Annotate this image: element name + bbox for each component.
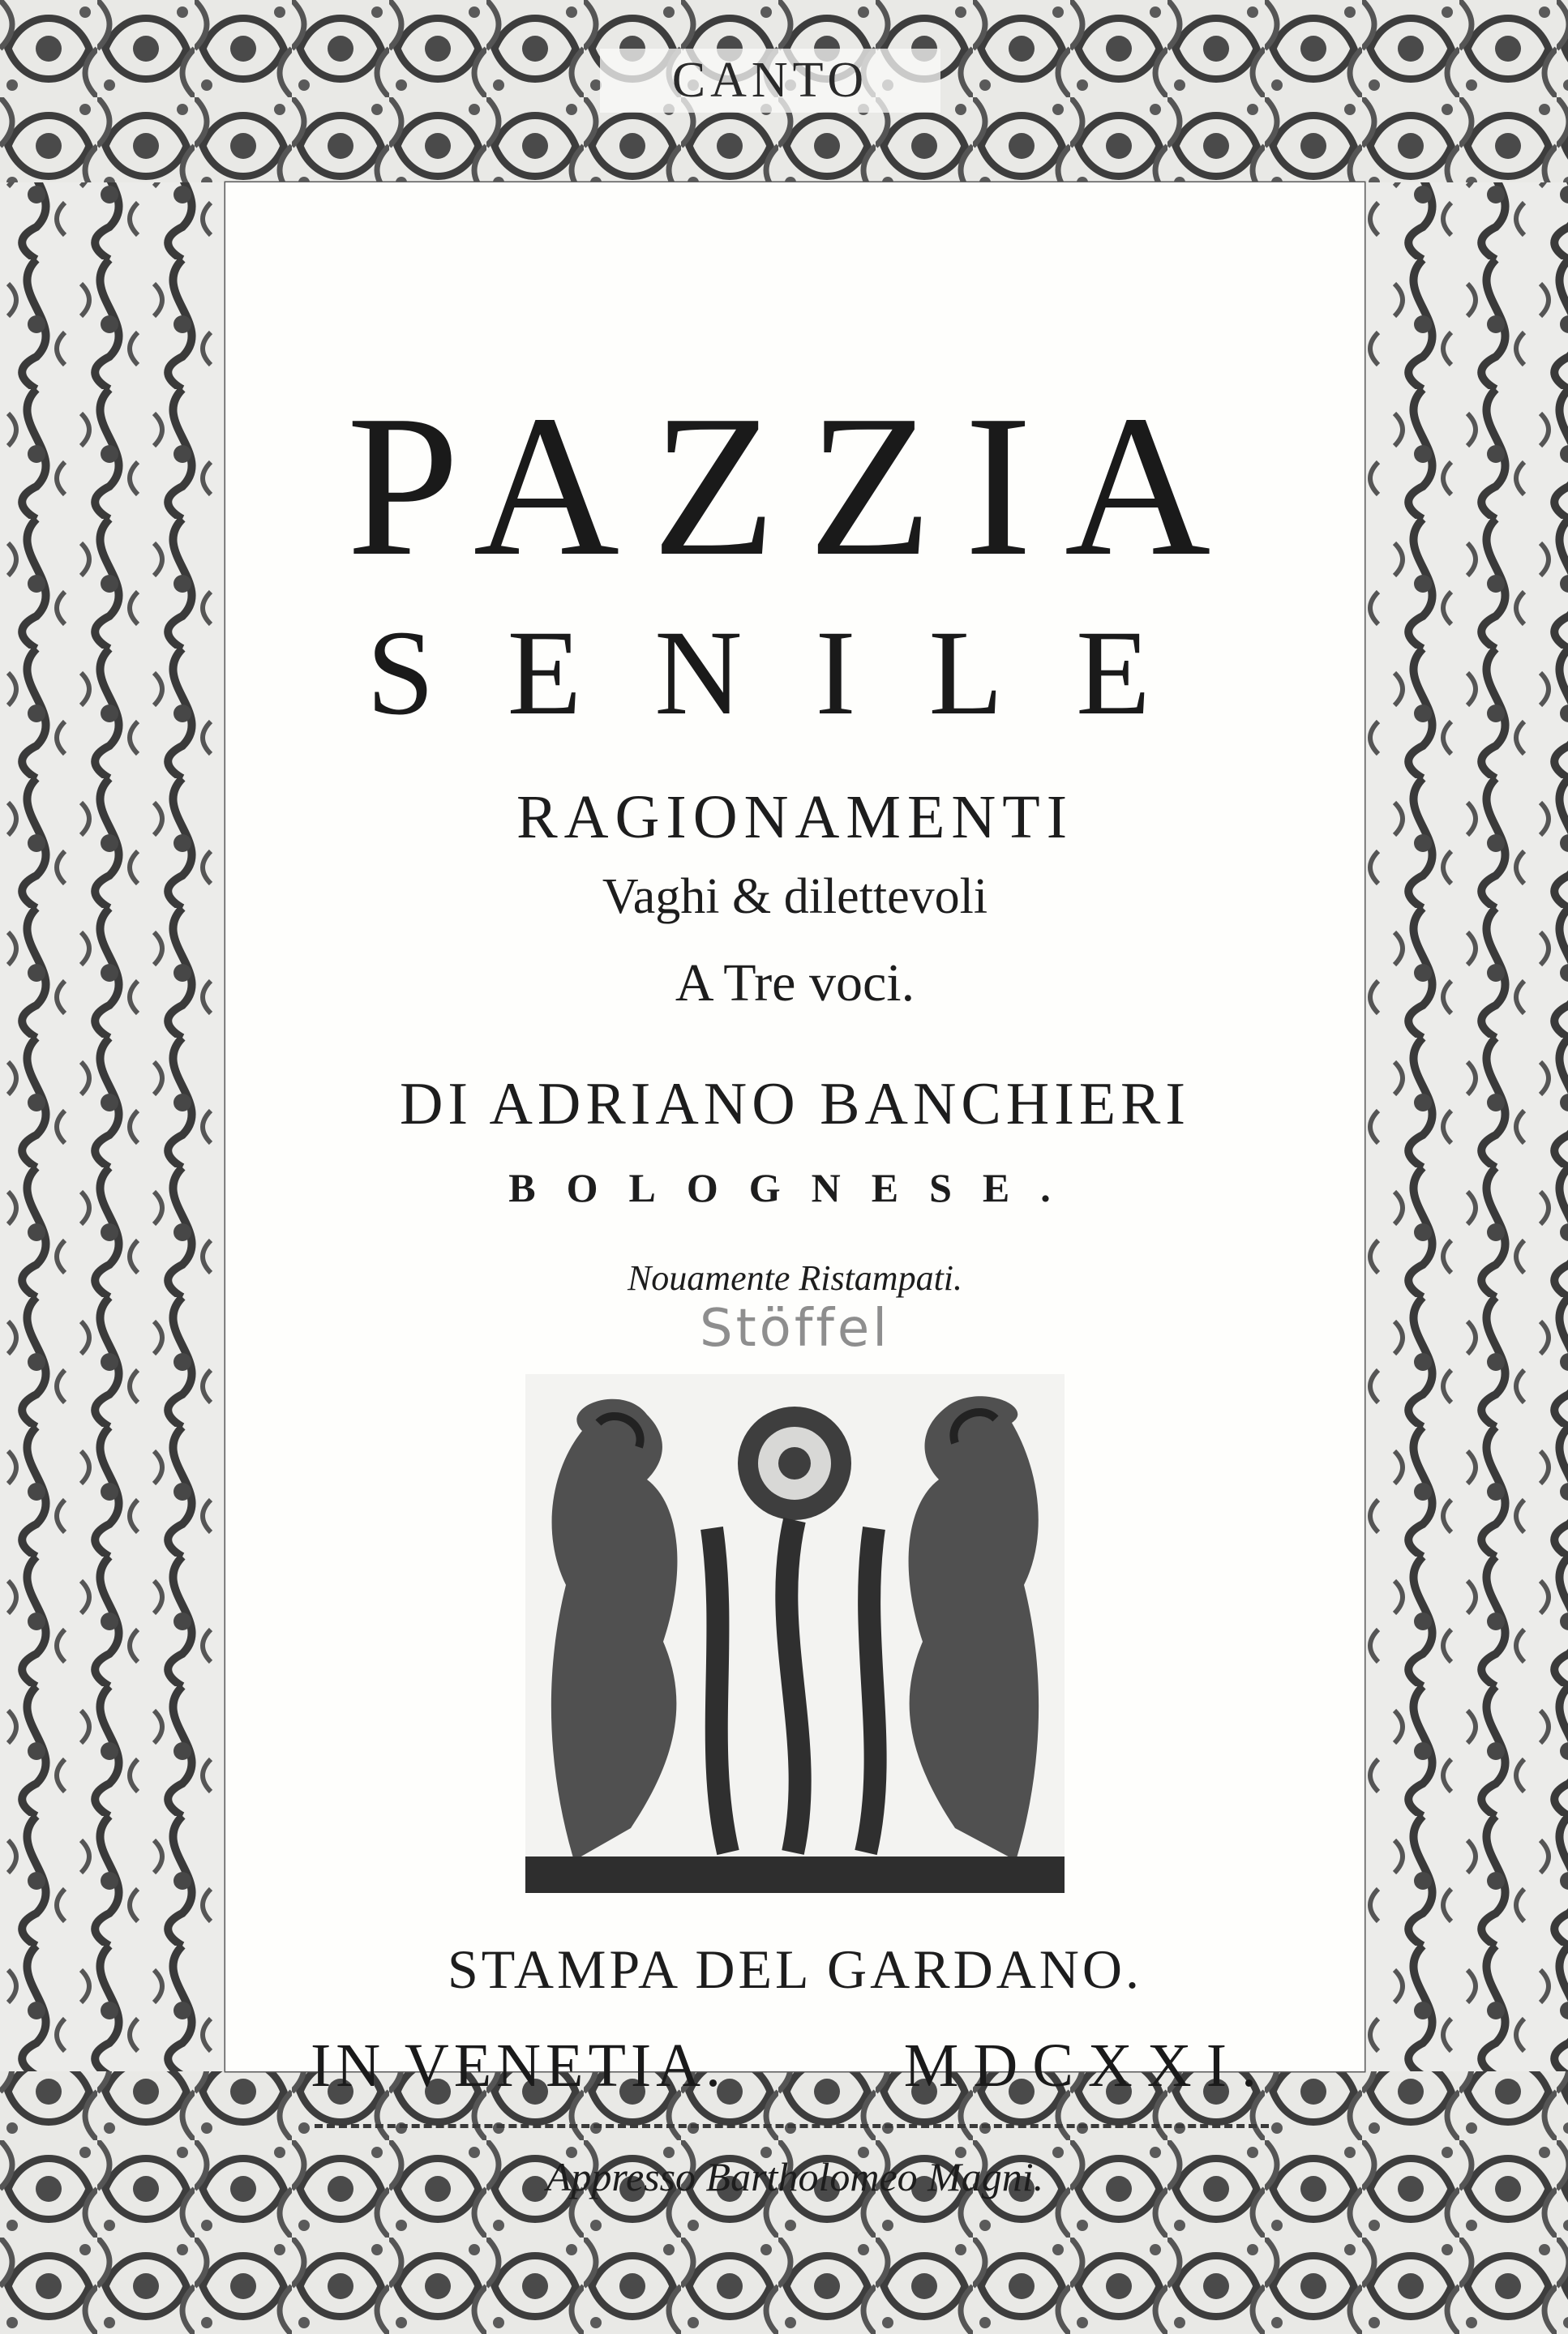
description-line: Vaghi & dilettevoli (602, 869, 988, 924)
printer-mark-emblem-icon (525, 1374, 1065, 1893)
book-title: PAZZIA (346, 374, 1244, 598)
printer-line: STAMPA DEL GARDANO. (447, 1938, 1143, 2000)
author-name: DI ADRIANO BANCHIERI (399, 1071, 1191, 1137)
edition-note: Nouamente Ristampati. (627, 1258, 963, 1298)
book-subtitle: SENILE (366, 606, 1223, 740)
title-panel (225, 182, 1365, 2199)
dotted-rule (315, 2124, 1269, 2128)
book-subtitle-2: RAGIONAMENTI (516, 783, 1074, 851)
author-city: BOLOGNESE. (508, 1165, 1082, 1210)
publication-year: MDCXXI. (903, 2032, 1271, 2100)
voice-part-label: CANTO (600, 49, 940, 113)
voices-line: A Tre voci. (675, 953, 915, 1013)
publication-place: IN VENETIA. (311, 2032, 726, 2100)
publisher-line: Appresso Bartholomeo Magni. (546, 2154, 1044, 2199)
handwritten-signature: Stöffel (699, 1299, 891, 1359)
